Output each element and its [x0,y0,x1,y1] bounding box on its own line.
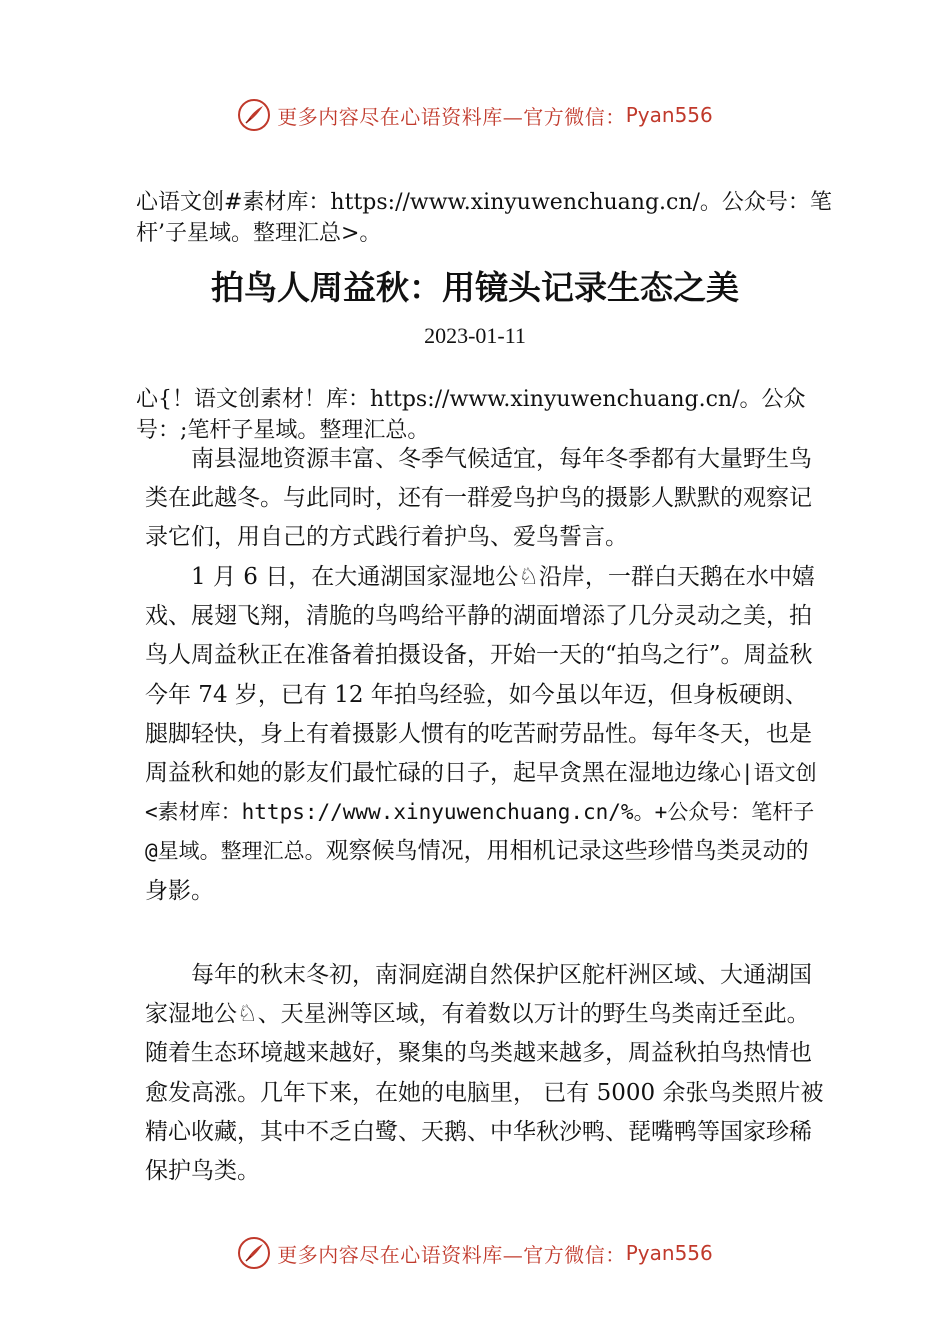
paragraph-2-part-b: 观察候鸟情况，用相机记录这些珍惜鸟类灵动的身影。 [145,838,809,904]
paragraph-2-text [145,558,825,911]
quill-pen-logo-icon [237,98,271,132]
banner-wechat-id: Pyan556 [625,1241,713,1265]
paragraph-2-part-a: 1 月 6 日，在大通湖国家湿地公♘沿岸，一群白天鹅在水中嬉戏、展翅飞翔，清脆的鸟鸣给平静的湖面增添了几分灵动之美，拍鸟人周益秋正在准备着拍摄设备，开始一天的“拍鸟之行”。周益秋今年 74 岁，已有 12 年拍鸟经验，如今虽以年迈，但身板硬朗、腿脚轻快，身上有着摄影人惯有的吃苦耐劳品性。每年冬天，也是周益秋和她的影友们最忙碌的日子，起早贪黑在湿地边缘 [145,564,815,787]
quill-pen-logo-icon [237,1236,271,1270]
article-date: 2023-01-11 [424,323,526,348]
article-title: 拍鸟人周益秋：用镜头记录生态之美 [211,268,739,307]
footer-banner [0,1233,950,1273]
paragraph-3-text: 每年的秋末冬初，南洞庭湖自然保护区舵杆洲区域、大通湖国家湿地公♘、天星洲等区域，有着数以万计的野生鸟类南迁至此。随着生态环境越来越好，聚集的鸟类越来越多，周益秋拍鸟热情也愈发高涨。几年下来，在她的电脑里， 已有 5000 余张鸟类照片被精心收藏，其中不乏白鹭、天鹅、中华秋沙鸭、琵嘴鸭等国家珍稀保护鸟类。 [145,962,824,1185]
banner-text: 更多内容尽在心语资料库—官方微信： [277,104,626,129]
paragraph-3 [145,956,825,1191]
paragraph-1 [145,440,825,558]
paragraph-1-text: 南县湿地资源丰富、冬季气候适宜，每年冬季都有大量野生鸟类在此越冬。与此同时，还有一群爱鸟护鸟的摄影人默默的观察记录它们，用自己的方式践行着护鸟、爱鸟誓言。 [145,446,812,551]
inline-watermark: 心|语文创<素材库：https://www.xinyuwenchuang.cn/%。+公众号：笔杆子@星域。整理汇总。 [145,761,817,864]
paragraph-2 [145,558,825,911]
watermark-text-mid: 心{！语文创素材！库：https://www.xinyuwenchuang.cn/。公众号：;笔杆子星域。整理汇总。 [136,387,806,443]
header-banner [0,95,950,135]
watermark-text-top: 心语文创#素材库：https://www.xinyuwenchuang.cn/。公众号：笔杆’子星域。整理汇总>。 [136,190,832,246]
banner-wechat-id: Pyan556 [625,103,713,127]
banner-text: 更多内容尽在心语资料库—官方微信： [277,1242,626,1267]
